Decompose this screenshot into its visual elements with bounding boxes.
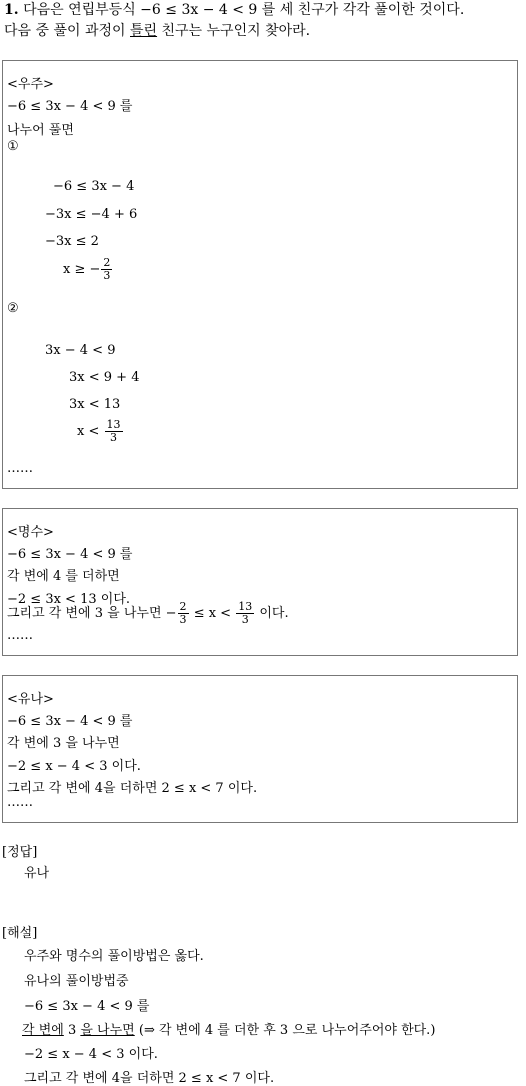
wooju-step-1: −6 ≤ 3x − 4 xyxy=(53,179,135,194)
myeongsu-step-3 xyxy=(7,601,289,626)
solution-box-myeongsu xyxy=(2,508,518,656)
fraction-denominator: 3 xyxy=(241,613,249,626)
wooju-step-2: −3x ≤ −4 + 6 xyxy=(45,207,138,222)
question-text-2b: 친구는 누구인지 찾아라. xyxy=(157,23,311,39)
wooju-ellipsis: …… xyxy=(7,461,33,476)
wooju-step-8-text: x < xyxy=(77,424,100,439)
question-text-2-underlined: 틀린 xyxy=(130,23,158,39)
fraction-numerator: 13 xyxy=(106,418,121,431)
answer-label: [정답] xyxy=(2,845,38,860)
wooju-inequality: −6 ≤ 3x − 4 < 9 를 xyxy=(7,99,133,114)
solution-box-wooju xyxy=(2,60,518,489)
fraction-numerator: 2 xyxy=(179,600,187,613)
explanation-underlined-1: 각 변에 xyxy=(22,1023,64,1038)
question-text-1: 다음은 연립부등식 −6 ≤ 3x − 4 < 9 를 세 친구가 각각 풀이한 것이다. xyxy=(23,2,465,18)
fraction xyxy=(105,419,123,444)
explanation-line-6: 그리고 각 변에 4을 더하면 2 ≤ x < 7 이다. xyxy=(24,1071,275,1086)
myeongsu-step-3-end: 이다. xyxy=(259,606,289,621)
solution-box-yuna xyxy=(2,675,518,823)
myeongsu-name: <명수> xyxy=(7,525,54,540)
yuna-inequality: −6 ≤ 3x − 4 < 9 를 xyxy=(7,714,133,729)
myeongsu-step-1: 각 변에 4 를 더하면 xyxy=(7,569,120,584)
fraction-denominator: 3 xyxy=(179,613,187,626)
myeongsu-step-3-mid: ≤ x < xyxy=(193,606,232,621)
fraction-denominator: 3 xyxy=(103,269,111,282)
yuna-ellipsis: …… xyxy=(7,795,33,810)
fraction xyxy=(178,601,189,626)
myeongsu-inequality: −6 ≤ 3x − 4 < 9 를 xyxy=(7,547,133,562)
question-line-2 xyxy=(4,21,310,42)
yuna-step-2: −2 ≤ x − 4 < 3 이다. xyxy=(7,759,141,774)
wooju-name: <우주> xyxy=(7,77,54,92)
wooju-step-8 xyxy=(77,419,124,444)
wooju-step-4 xyxy=(63,257,113,282)
wooju-step-6: 3x < 9 + 4 xyxy=(69,370,140,385)
fraction-denominator: 3 xyxy=(110,431,117,444)
myeongsu-step-3-text: 그리고 각 변에 3 을 나누면 − xyxy=(7,606,177,621)
question-text-2a: 다음 중 풀이 과정이 xyxy=(4,23,130,39)
explanation-label: [해설] xyxy=(2,926,38,941)
explanation-line-4-mid: 3 xyxy=(63,1023,81,1038)
fraction-numerator: 2 xyxy=(103,256,111,269)
wooju-circle-1: ① xyxy=(7,139,19,154)
wooju-step-5: 3x − 4 < 9 xyxy=(45,343,116,358)
fraction-numerator: 13 xyxy=(238,600,253,613)
explanation-line-3: −6 ≤ 3x − 4 < 9 를 xyxy=(24,999,150,1014)
explanation-line-2: 유나의 풀이방법중 xyxy=(24,974,129,989)
fraction xyxy=(101,257,112,282)
wooju-split: 나누어 풀면 xyxy=(7,123,74,138)
wooju-step-4-text: x ≥ − xyxy=(63,262,101,277)
explanation-line-1: 우주와 명수의 풀이방법은 옳다. xyxy=(24,949,204,964)
wooju-step-3: −3x ≤ 2 xyxy=(45,234,99,249)
myeongsu-step-2: −2 ≤ 3x < 13 이다. xyxy=(7,592,131,607)
fraction xyxy=(236,601,254,626)
explanation-line-4-end: (⇒ 각 변에 4 를 더한 후 3 으로 나누어주어야 한다.) xyxy=(134,1023,436,1038)
explanation-line-5: −2 ≤ x − 4 < 3 이다. xyxy=(24,1047,158,1062)
answer-value: 유나 xyxy=(24,866,50,881)
wooju-circle-2: ② xyxy=(7,301,19,316)
yuna-name: <유나> xyxy=(7,692,54,707)
explanation-underlined-2: 을 나누면 xyxy=(80,1023,135,1038)
yuna-step-3: 그리고 각 변에 4을 더하면 2 ≤ x < 7 이다. xyxy=(7,781,258,796)
explanation-line-4 xyxy=(22,1019,435,1038)
question-number: 1. xyxy=(4,2,19,18)
wooju-step-7: 3x < 13 xyxy=(69,397,121,412)
myeongsu-ellipsis: …… xyxy=(7,628,33,643)
yuna-step-1: 각 변에 3 을 나누면 xyxy=(7,736,120,751)
question-line-1 xyxy=(4,0,464,21)
